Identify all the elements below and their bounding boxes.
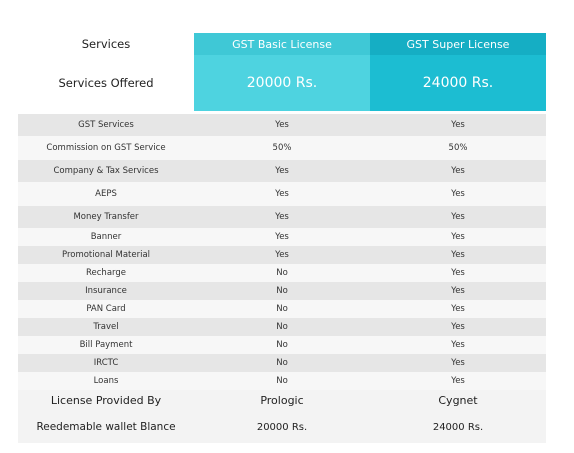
basic-value: Yes (275, 189, 289, 199)
basic-value: Yes (275, 166, 289, 176)
service-name: IRCTC (93, 358, 119, 368)
basic-value: Yes (275, 212, 289, 222)
basic-value: No (276, 304, 288, 314)
basic-value: No (276, 376, 288, 386)
service-name: GST Services (78, 120, 134, 130)
basic-value: No (276, 358, 288, 368)
wallet-row (18, 411, 546, 443)
table-row (18, 228, 546, 246)
provided-by-super: Cygnet (438, 394, 478, 407)
basic-license-heading: GST Basic License (194, 33, 370, 55)
super-value: Yes (451, 268, 465, 278)
services-offered-heading: Services Offered (18, 55, 194, 111)
table-row (18, 182, 546, 206)
service-name: PAN Card (86, 304, 126, 314)
super-value: Yes (451, 358, 465, 368)
table-row (18, 114, 546, 136)
super-value: Yes (451, 286, 465, 296)
services-heading: Services (18, 33, 194, 55)
basic-license-price: 20000 Rs. (194, 55, 370, 111)
super-value: Yes (451, 212, 465, 222)
table-row (18, 300, 546, 318)
service-name: Travel (93, 322, 119, 332)
super-value: Yes (451, 340, 465, 350)
service-name: Company & Tax Services (53, 166, 159, 176)
table-row (18, 246, 546, 264)
basic-value: Yes (275, 120, 289, 130)
basic-value: No (276, 286, 288, 296)
table-row (18, 206, 546, 228)
super-value: 50% (448, 143, 468, 153)
basic-value: No (276, 322, 288, 332)
table-row (18, 336, 546, 354)
provided-by-label: License Provided By (50, 394, 162, 407)
service-name: Promotional Material (61, 250, 151, 260)
provided-by-basic: Prologic (260, 394, 304, 407)
basic-value: Yes (275, 250, 289, 260)
wallet-basic: 20000 Rs. (256, 421, 308, 433)
super-license-heading: GST Super License (370, 33, 546, 55)
wallet-label: Reedemable wallet Blance (36, 421, 176, 433)
service-name: Recharge (86, 268, 126, 278)
table-row (18, 160, 546, 182)
license-comparison-table (18, 33, 546, 443)
super-value: Yes (451, 304, 465, 314)
table-row (18, 264, 546, 282)
basic-value: No (276, 268, 288, 278)
table-row (18, 372, 546, 390)
service-name: AEPS (95, 189, 117, 199)
wallet-super: 24000 Rs. (432, 421, 484, 433)
table-row (18, 354, 546, 372)
basic-value: No (276, 340, 288, 350)
header-row-prices (18, 55, 546, 111)
super-value: Yes (451, 322, 465, 332)
service-name: Banner (90, 232, 122, 242)
table-row (18, 318, 546, 336)
super-value: Yes (451, 166, 465, 176)
header-row-titles (18, 33, 546, 55)
super-value: Yes (451, 189, 465, 199)
basic-value: 50% (272, 143, 292, 153)
table-row (18, 136, 546, 160)
super-value: Yes (451, 232, 465, 242)
basic-value: Yes (275, 232, 289, 242)
service-name: Commission on GST Service (46, 143, 166, 153)
provided-by-row (18, 390, 546, 411)
super-license-price: 24000 Rs. (370, 55, 546, 111)
service-rows (18, 114, 546, 390)
service-name: Loans (93, 376, 119, 386)
service-name: Bill Payment (79, 340, 133, 350)
service-name: Money Transfer (73, 212, 139, 222)
super-value: Yes (451, 120, 465, 130)
service-name: Insurance (85, 286, 127, 296)
table-row (18, 282, 546, 300)
super-value: Yes (451, 250, 465, 260)
super-value: Yes (451, 376, 465, 386)
